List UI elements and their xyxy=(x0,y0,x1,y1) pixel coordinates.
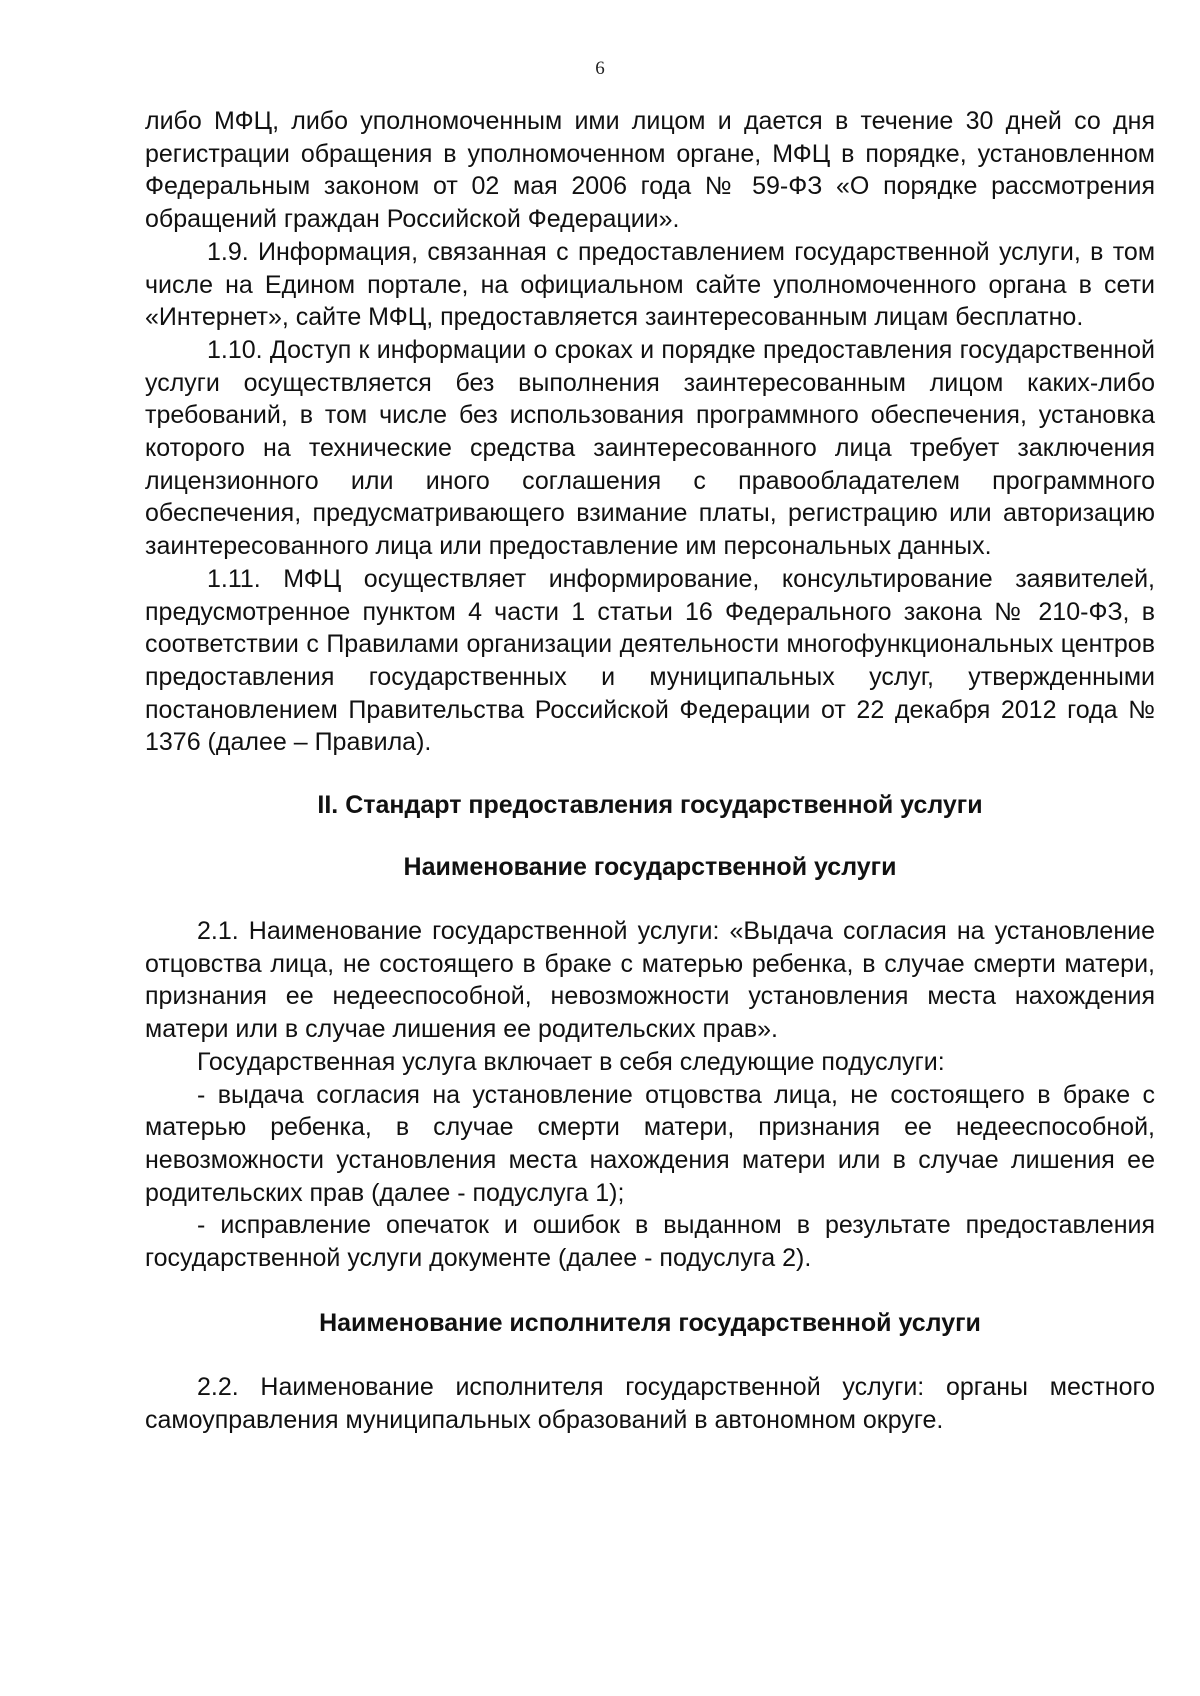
section-heading: II. Стандарт предоставления государственной услуги xyxy=(317,791,983,820)
paragraph-continuation: либо МФЦ, либо уполномоченным ими лицом и дается в течение 30 дней со дня регистрации обращения в уполномоченном органе, МФЦ в порядке, установленном Федеральным законом от 02 мая 2006 года № 59-ФЗ «О порядке рассмотрения обращений граждан Российской Федерации». xyxy=(145,107,1155,234)
paragraph-1-9: 1.9. Информация, связанная с предоставлением государственной услуги, в том числе на Едином портале, на официальном сайте уполномоченного органа в сети «Интернет», сайте МФЦ, предоставляется заинтересованным лицам бесплатно. xyxy=(145,237,1155,332)
document-body xyxy=(145,105,1155,1436)
list-item-subservice-2: - исправление опечаток и ошибок в выданном в результате предоставления государственной услуги документе (далее - подуслуга 2). xyxy=(145,1211,1155,1273)
paragraph-1-10: 1.10. Доступ к информации о сроках и порядке предоставления государственной услуги осуществляется без выполнения заинтересованным лицом каких-либо требований, в том числе без использования программного обеспечения, установка которого на технические средства заинтересованного лица требует заключения лицензионного или иного соглашения с правообладателем программного обеспечения, предусматривающего взимание платы, регистрацию или авторизацию заинтересованного лица или предоставление им персональных данных. xyxy=(145,335,1155,561)
list-item-subservice-1: - выдача согласия на установление отцовства лица, не состоящего в браке с матерью ребенка, в случае смерти матери, признания ее недееспособной, невозможности установления места нахождения матери или в случае лишения ее родительских прав (далее - подуслуга 1); xyxy=(145,1080,1155,1207)
paragraph-1-11: 1.11. МФЦ осуществляет информирование, консультирование заявителей, предусмотренное пунктом 4 части 1 статьи 16 Федерального закона № 210-ФЗ, в соответствии с Правилами организации деятельности многофункциональных центров предоставления государственных и муниципальных услуг, утвержденными постановлением Правительства Российской Федерации от 22 декабря 2012 года № 1376 (далее – Правила). xyxy=(145,564,1155,757)
paragraph-subservices-intro: Государственная услуга включает в себя следующие подуслуги: xyxy=(197,1047,945,1076)
subheading-executor: Наименование исполнителя государственной услуги xyxy=(319,1308,981,1337)
paragraph-2-2: 2.2. Наименование исполнителя государственной услуги: органы местного самоуправления муниципальных образований в автономном округе. xyxy=(145,1372,1155,1434)
page-number: 6 xyxy=(595,58,605,79)
subheading-service-name: Наименование государственной услуги xyxy=(403,853,897,882)
paragraph-2-1: 2.1. Наименование государственной услуги: «Выдача согласия на установление отцовства лица, не состоящего в браке с матерью ребенка, в случае смерти матери, признания ее недееспособной, невозможности установления места нахождения матери или в случае лишения ее родительских прав». xyxy=(145,917,1155,1044)
